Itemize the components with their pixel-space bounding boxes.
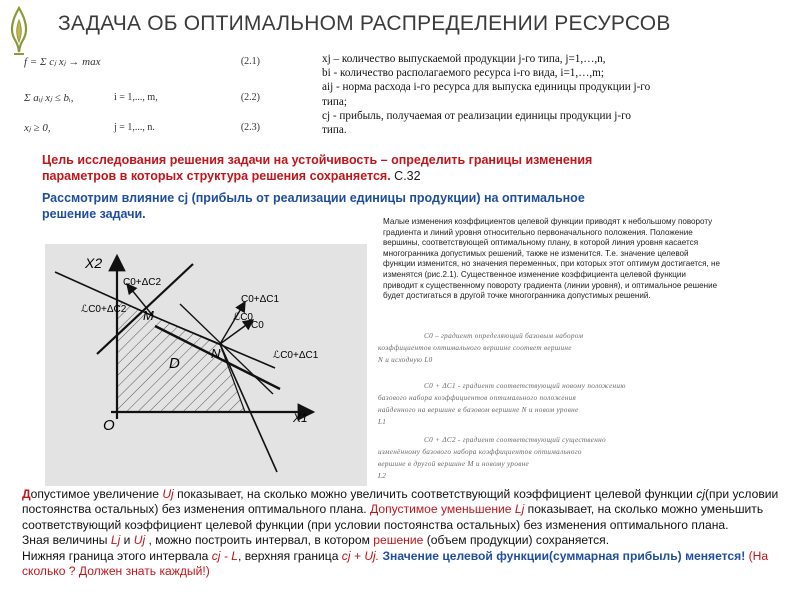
x1-label: X1: [293, 411, 308, 425]
scan-line: C0 – градиент определяющий базовым набором: [424, 332, 584, 340]
l-c0-dc2-label: ℒC0+ΔC2: [81, 304, 127, 315]
allowable-decrease-label: Допустимое уменьшение: [370, 502, 515, 517]
formula-row: [22, 118, 290, 140]
goal-statement: [42, 152, 602, 184]
scan-line: коэффициентов оптимального вершине соответ вершине: [378, 344, 572, 352]
scan-line: вершине в другой вершине М и новому уровне: [378, 460, 529, 468]
page-reference: С.32: [390, 169, 421, 183]
l-c0-dc1-label: ℒC0+ΔC1: [273, 350, 319, 361]
l-c0-label: ℒC0: [233, 312, 253, 323]
formula-condition: i = 1,..., m,: [114, 92, 158, 103]
scan-line: изменённому базового набора коэффициентов оптимального: [378, 448, 582, 456]
region-d-label: D: [169, 355, 180, 372]
scan-line: найденного на вершине в базовом вершине N и новом уровне: [378, 406, 579, 414]
lj-symbol: Lj: [110, 533, 121, 548]
flame-logo-icon: [6, 6, 32, 58]
formula-row: [22, 52, 290, 74]
explanation-text: Малые изменения коэффициентов целевой функции приводят к небольшому повороту градиента и линий уровня относительно первоначального положения. Положение вершины, соответствующей оптимальному плану, в которой линия уровня касается многогранника допустимых решений, также не изменится. Т.е. значение целевой функции изменится, но значения переменных, при которых этот оптимум достигается, не изменятся (рис.2.1). Существенное изменение коэффициента целевой функции приводит к существенному повороту градиента (линии уровня), и оптимальное решение будет достигаться в другой точке многогранника допустимых решений.: [383, 217, 720, 301]
definition-line: типа;: [322, 95, 347, 108]
scan-line: L1: [378, 418, 387, 426]
definition-line: типа.: [322, 124, 347, 137]
upper-bound: cj + Uj.: [341, 548, 380, 563]
definition-line: xj – количество выпускаемой продукции j-го типа, j=1,…,n,: [322, 53, 606, 65]
formula-row: [22, 88, 290, 110]
paragraph-interval: [22, 533, 782, 548]
consider-statement: Рассмотрим влияние cj (прибыль от реализации единицы продукции) на оптимальное решение задачи.: [42, 191, 585, 221]
objective-change-note: Значение целевой функции(суммарная прибыль) меняется!: [379, 548, 746, 563]
text-run: и: [120, 533, 134, 548]
uj-symbol: Uj: [133, 533, 146, 548]
text-run: Нижняя граница этого интервала: [22, 548, 212, 563]
bottom-text: [22, 487, 782, 579]
solution-word: решение: [373, 533, 424, 548]
lower-bound: cj - L: [211, 548, 238, 563]
formula-lhs: Σ aᵢⱼ xⱼ ≤ bᵢ,: [24, 92, 74, 104]
text-run: показывает, на сколько можно уменьшить соответствующий коэффициент целевой функции (при условии постоянства остальных) без изменения оптимального плана.: [22, 502, 764, 532]
definition-line: bi - количество располагаемого ресурса i-го вида, i=1,…,m;: [322, 67, 604, 80]
text-run: (при условии постоянства остальных) без изменения оптимального плана.: [22, 487, 779, 517]
slide-title: ЗАДАЧА ОБ ОПТИМАЛЬНОМ РАСПРЕДЕЛЕНИИ РЕСУРСОВ: [58, 12, 671, 35]
drop-cap: Д: [22, 487, 31, 501]
vertex-n-label: N: [211, 346, 221, 361]
x2-label: X2: [85, 255, 103, 271]
scan-line: C0 + ΔC1 - градиент соответствующий новому положению: [424, 382, 626, 390]
text-run: Зная величины: [22, 533, 111, 548]
scan-line: C0 + ΔC2 - градиент соответствующий существенно: [424, 436, 606, 444]
scan-line: N и исходную L0: [378, 356, 433, 364]
text-run: опустимое увеличение: [30, 487, 163, 501]
definition-line: aij - норма расхода i-го ресурса для выпуска единицы продукции j-го: [322, 81, 651, 94]
text-run: (объем продукции) сохраняется.: [423, 533, 610, 548]
formula-number: (2.1): [240, 56, 260, 67]
definition-line: cj - прибыль, получаемая от реализации единицы продукции j-го: [322, 109, 631, 122]
goal-text: Цель исследования решения задачи на устойчивость – определить границы изменения параметров в которых структура решения сохраняется.: [42, 153, 593, 183]
formula-lhs: f = Σ cⱼ xⱼ → max: [24, 56, 101, 68]
cj-symbol: cj: [696, 487, 706, 501]
formula-lhs: xⱼ ≥ 0,: [24, 122, 51, 134]
vertex-m-label: M: [143, 308, 154, 323]
formula-block: [22, 52, 290, 138]
formula-number: (2.2): [240, 92, 260, 103]
text-run: , верхняя граница: [237, 548, 342, 563]
formula-condition: j = 1,..., n.: [114, 122, 155, 133]
paragraph-allowable-changes: [22, 487, 782, 533]
formula-number: (2.3): [240, 122, 260, 133]
lj-symbol: Lj: [514, 502, 525, 517]
text-run: , можно построить интервал, в котором: [145, 533, 374, 548]
uj-symbol: Uj: [162, 487, 174, 501]
origin-label: O: [103, 417, 115, 434]
text-run: показывает, на сколько можно увеличить соответствующий коэффициент целевой функции: [173, 487, 697, 501]
c0-vector-label: C0: [251, 320, 264, 331]
scan-line: базового набора коэффициентов оптимального положения: [378, 394, 577, 402]
c0-dc2-vector-label: C0+ΔC2: [123, 277, 162, 288]
variable-definitions: [322, 52, 722, 137]
question-note: (На сколько ? Должен знать каждый!): [22, 548, 769, 579]
paragraph-bounds: [22, 549, 782, 580]
sensitivity-graph: [45, 244, 367, 486]
c0-dc1-vector-label: C0+ΔC1: [241, 294, 280, 305]
scanned-notes: [378, 332, 728, 484]
scan-line: L2: [378, 472, 387, 480]
